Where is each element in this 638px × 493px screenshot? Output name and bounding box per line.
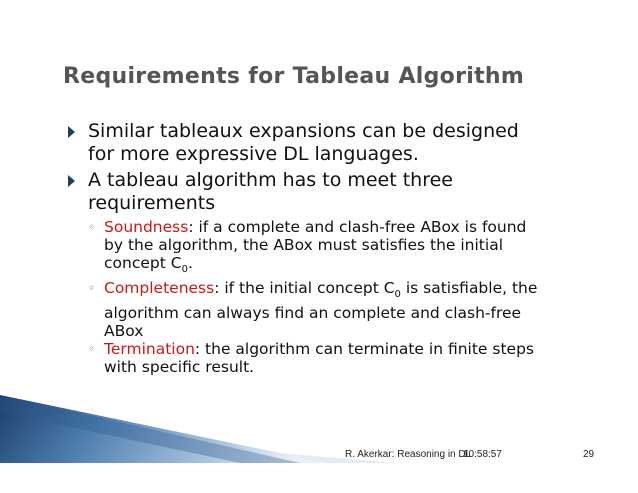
term-soundness: Soundness — [104, 218, 189, 236]
circle-bullet-icon: ◦ — [88, 220, 96, 234]
termination-text: : the algorithm can terminate in finite steps with specific result. — [104, 340, 534, 377]
footer-time: 10:58:57 — [463, 449, 502, 460]
circle-bullet-icon: ◦ — [88, 281, 96, 296]
term-completeness: Completeness — [104, 279, 215, 298]
circle-bullet-icon: ◦ — [88, 342, 96, 357]
bullet-text: A tableau algorithm has to meet three requirements — [88, 169, 453, 214]
soundness-text-end: . — [187, 254, 193, 272]
sub-bullet-termination — [68, 340, 548, 376]
bullet-text: Similar tableaux expansions can be designed for more expressive DL languages. — [88, 120, 519, 165]
completeness-text: : if the initial concept C — [214, 279, 395, 298]
footer-page-number: 29 — [583, 449, 595, 460]
sub-bullet-soundness — [68, 218, 548, 279]
bullet-item — [68, 120, 548, 166]
completeness-text-end: is satisfiable, the algorithm can always find an complete and clash-free ABox — [104, 279, 538, 341]
footer-author: R. Akerkar: Reasoning in DL — [345, 449, 472, 460]
triangle-bullet-icon — [68, 175, 75, 187]
bullet-list — [68, 120, 548, 376]
subscript: 0 — [394, 289, 401, 301]
bullet-item — [68, 169, 548, 215]
slide-title: Requirements for Tableau Algorithm — [63, 64, 525, 89]
subscript: 0 — [181, 264, 188, 276]
term-termination: Termination — [104, 340, 195, 359]
sub-bullet-completeness — [68, 279, 548, 340]
triangle-bullet-icon — [68, 126, 75, 138]
soundness-text: : if a complete and clash-free ABox is found by the algorithm, the ABox must satisfies the initial concept C — [104, 218, 527, 272]
